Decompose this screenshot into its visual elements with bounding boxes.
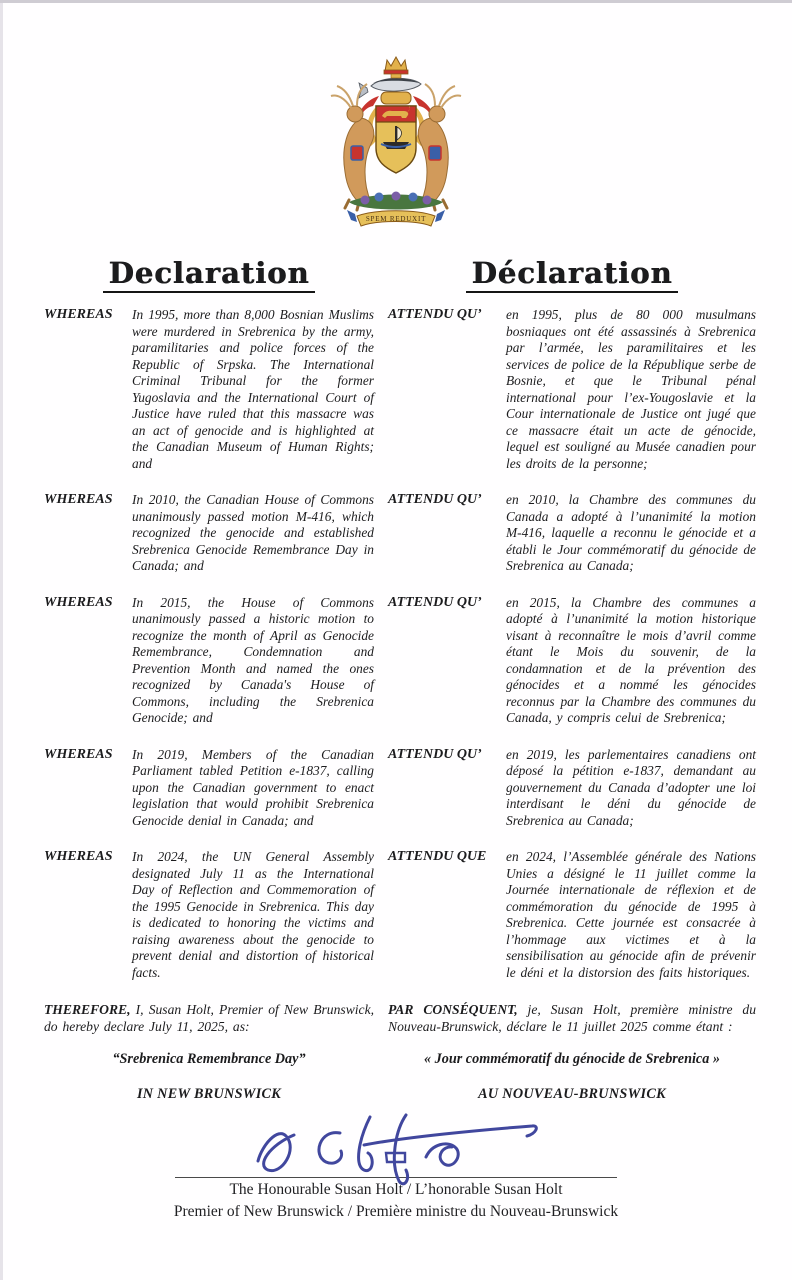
clause-label: WHEREAS [44,594,113,610]
title-cell-en [44,256,374,293]
jurisdiction-en: IN NEW BRUNSWICK [136,1086,282,1102]
clause-fr-4 [388,747,756,830]
clause-text: en 1995, plus de 80 000 musulmans bosniaques ont été assassinés à Srebrenica par l’armée, les paramilitaires et les services de police de la République serbe de Bosnie, et que le Tribunal pénal international pour l’ex-Yougoslavie et la Cour internationale de Justice ont jugé que ce massacre était un acte de génocide, lequel est souligné au Musée canadien pour les droits de la personne; [506,307,756,471]
clauses-grid [0,307,792,1103]
conclusion-fr [388,1001,756,1103]
clause-en-3 [44,595,374,727]
clause-fr-1 [388,307,756,472]
new-brunswick-coat-of-arms-icon [321,50,471,230]
conclusion-body: je, Susan Holt, première ministre du Nouveau-Brunswick, déclare le 11 juillet 2025 comme étant : [388,1002,756,1034]
conclusion-body: I, Susan Holt, Premier of New Brunswick, do hereby declare July 11, 2025, as: [44,1002,374,1034]
clause-label: ATTENDU QUE [388,849,487,864]
clause-text: In 2010, the Canadian House of Commons unanimously passed motion M-416, which recognized the genocide and established Srebrenica Genocide Remembrance Day in Canada; and [132,492,374,573]
clause-label: WHEREAS [44,746,113,762]
clause-text: en 2010, la Chambre des communes du Canada a adopté à l’unanimité la motion M-416, laquelle a reconnu le génocide et a établi le Jour commémoratif du génocide de Srebrenica au Canada; [506,492,756,573]
clause-en-2 [44,492,374,575]
conclusion-en [44,1001,374,1103]
clause-text: en 2024, l’Assemblée générale des Nations Unies a désigné le 11 juillet comme la Journée internationale de réflexion et de commémoration du génocide de 1995 à Srebrenica. Cette journée est consacrée à l’hommage aux victimes et à la sensibilisation au génocide afin de prévenir le déni et la distorsion des faits historiques. [506,849,756,980]
clause-fr-3 [388,595,756,727]
signatory-name: The Honourable Susan Holt / L’honorable Susan Holt [229,1181,563,1198]
clause-label: ATTENDU QU’ [388,746,482,762]
coat-of-arms [0,0,792,230]
clause-text: en 2015, la Chambre des communes a adopté à l’unanimité la motion historique visant à reconnaître le mois d’avril comme étant le Mois du souvenir, de la condamnation et de la prévention des génocides et a nommé les génocides reconnus par la Chambre des communes du Canada, y compris celui de Srebrenica; [506,594,756,725]
clause-text: In 2024, the UN General Assembly designated July 11 as the International Day of Reflection and Commemoration of the 1995 Genocide in Srebrenica. This day is dedicated to honoring the victims and raising awareness about the genocide to prevent denial and distortion of historical facts. [132,849,374,980]
proclaimed-day-fr: « Jour commémoratif du génocide de Srebrenica » [424,1051,720,1067]
clause-label: ATTENDU QU’ [388,492,482,507]
conclusion-lead: PAR CONSÉQUENT, [388,1002,518,1017]
clause-text: In 1995, more than 8,000 Bosnian Muslims were murdered in Srebrenica by the army, paramilitaries and police forces of the Republic of Srpska. The International Criminal Tribunal for the former Yugoslavia and the International Court of Justice have ruled that this massacre was an act of genocide and is highlighted at the Canadian Museum of Human Rights; and [132,307,374,471]
clause-fr-2 [388,492,756,575]
signature-icon [236,1109,556,1187]
clause-text: In 2015, the House of Commons unanimously passed a historic motion to recognize the month of April as Genocide Remembrance, Condemnation and Prevention Month and named the ones recognized by Canada's House of Commons, including the Srebrenica Genocide; and [132,594,374,725]
title-row [0,256,792,293]
clause-label: ATTENDU QU’ [388,307,482,322]
title-cell-fr [388,256,756,293]
clause-text: In 2019, Members of the Canadian Parliament tabled Petition e-1837, calling upon the Canadian government to enact legislation that would prohibit Srebrenica Genocide denial in Canada; and [132,746,374,828]
proclaimed-day-en: “Srebrenica Remembrance Day” [112,1051,306,1067]
clause-fr-5 [388,849,756,981]
clause-en-5 [44,849,374,981]
clause-text: en 2019, les parlementaires canadiens ont déposé la pétition e-1837, demandant au gouvernement du Canada d’adopter une loi interdisant le déni du génocide de Srebrenica au Canada; [506,746,756,828]
signatory-title: Premier of New Brunswick / Première ministre du Nouveau-Brunswick [173,1203,619,1220]
document-title-fr: Déclaration [466,256,679,293]
clause-label: WHEREAS [44,307,113,322]
clause-label: WHEREAS [44,492,113,507]
clause-en-4 [44,747,374,830]
conclusion-paragraph [388,1001,756,1035]
clause-label: ATTENDU QU’ [388,594,482,610]
jurisdiction-fr: AU NOUVEAU-BRUNSWICK [478,1086,666,1102]
clause-en-1 [44,307,374,472]
signature-block [0,1109,792,1222]
motto-text: SPEM REDUXIT [365,215,427,223]
conclusion-lead: THEREFORE, [44,1002,131,1017]
conclusion-paragraph [44,1001,374,1035]
clause-label: WHEREAS [44,849,113,864]
document-title-en: Declaration [103,256,316,293]
